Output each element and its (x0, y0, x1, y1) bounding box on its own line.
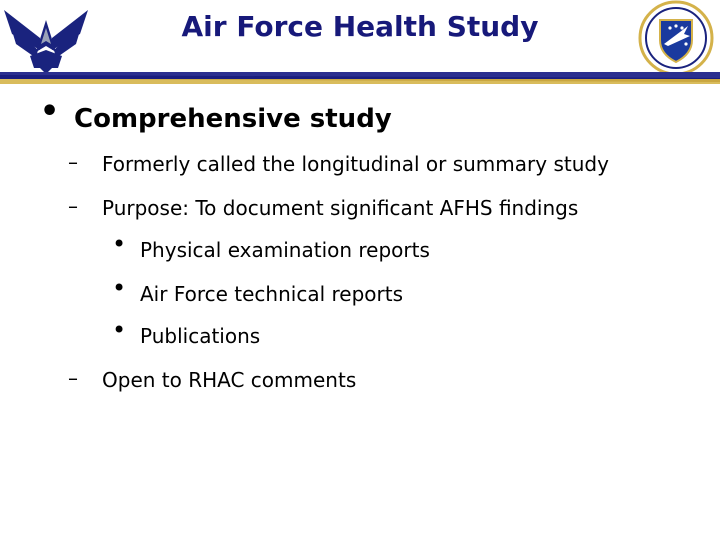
air-force-shield-icon (638, 0, 714, 76)
bullet-marker: • (40, 94, 60, 129)
bullet-marker: • (112, 230, 127, 258)
dash-marker: – (68, 366, 78, 390)
dash-marker: – (68, 194, 78, 218)
bullet-marker: • (112, 316, 127, 344)
air-force-wings-icon (0, 0, 92, 76)
sub-sub-bullet-text: Air Force technical reports (140, 282, 404, 306)
header-divider (0, 72, 720, 86)
sub-bullet-text: Open to RHAC comments (102, 368, 357, 392)
sub-bullet-text: Purpose: To document significant AFHS findings (102, 196, 579, 220)
sub-sub-bullet-text: Publications (140, 324, 261, 348)
dash-marker: – (68, 150, 78, 174)
bullet-marker: • (112, 274, 127, 302)
bullet-main-text: Comprehensive study (74, 104, 392, 134)
slide-header (0, 0, 720, 86)
sub-sub-bullet-text: Physical examination reports (140, 238, 430, 262)
sub-bullet-text: Formerly called the longitudinal or summary study (102, 152, 609, 176)
page-title: Air Force Health Study (181, 10, 539, 43)
